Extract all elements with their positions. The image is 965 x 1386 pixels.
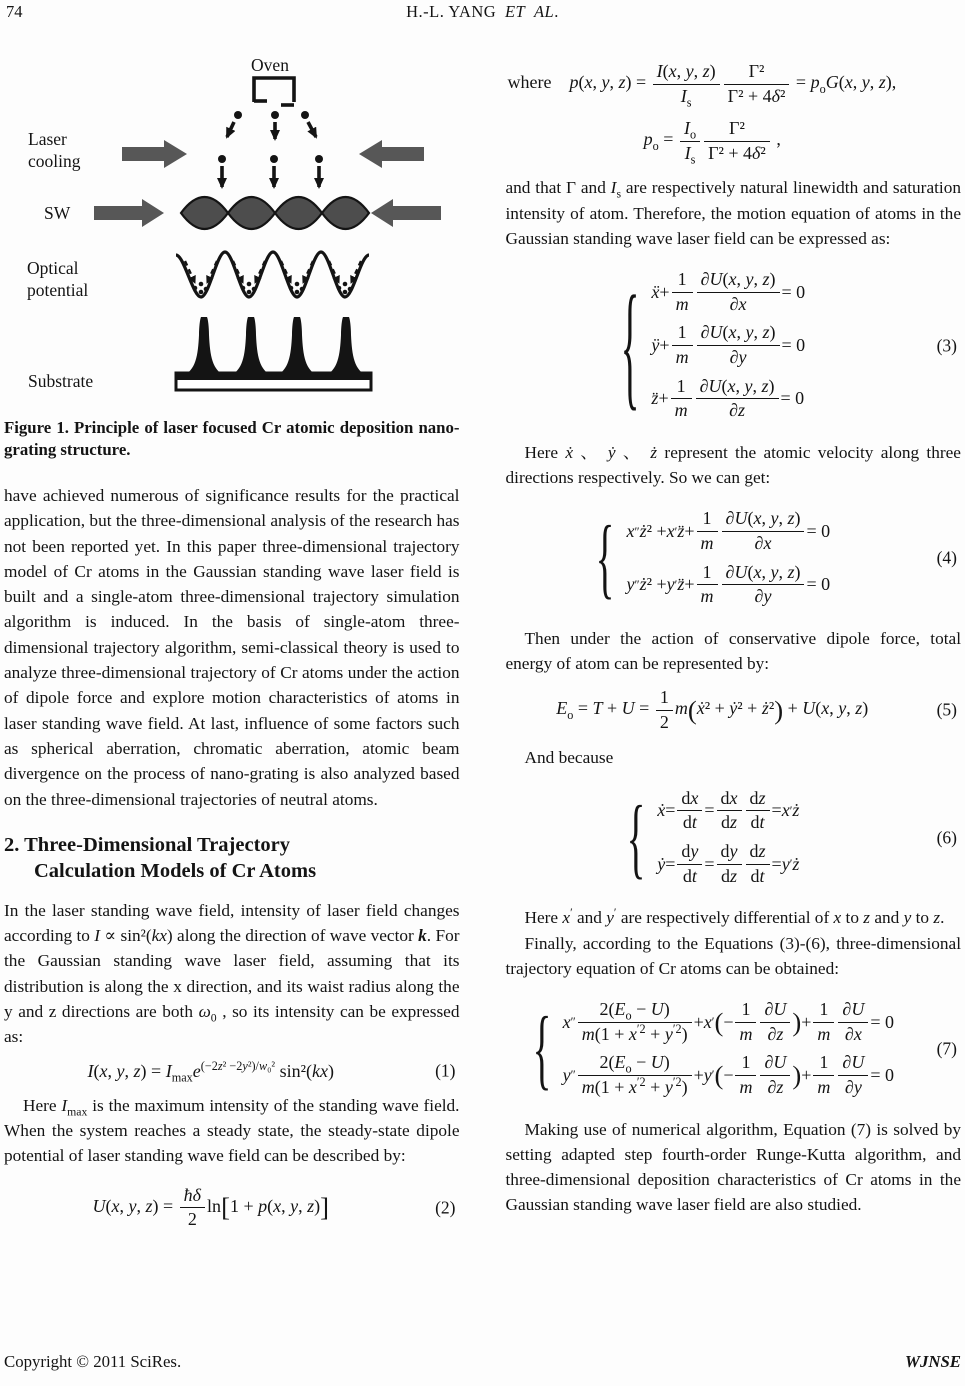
laser-cooling-arrows (122, 140, 424, 168)
equation-4-number: (4) (936, 547, 957, 568)
paragraph-dipole-force: Then under the action of conservative dipole force, total energy of atom can be represented by: (505, 628, 961, 674)
section-heading-2 (4, 832, 460, 884)
equation-6 (506, 781, 962, 894)
figure-caption: Figure 1. Principle of laser focused Cr atomic deposition nano-grating structure. (4, 418, 460, 459)
figure-1 (4, 55, 460, 461)
equation-2-body: U(x, y, z) = $\frac{ħ\delta}{2}$ ln[1 + p(x, y, z)] (92, 1184, 329, 1230)
paragraph-linewidth: and that Γ and $I_s$ are respectively natural linewidth and saturation intensity of atom. Therefore, the motion equation of atoms in the Gaussian standing wave laser field can be expressed as: (505, 178, 961, 248)
two-column-body (4, 55, 961, 1242)
substrate-structure (176, 317, 371, 390)
atom-beam (218, 111, 323, 187)
equation-1-body: I(x, y, $z) = I_{max}e^{(-2z^2 -2y^2)/w_0^2}$ sin²(kx) (87, 1058, 334, 1085)
paragraph-finally: Finally, according to the Equations (3)-(6), three-dimensional trajectory equation of Cr atoms can be obtained: (505, 933, 961, 978)
equation-7-number: (7) (936, 1038, 957, 1059)
equation-5-body: $E_o = T + U$ = $\frac{1}{2}$ m(ẋ² + ẏ² + ż²) + U(x, y, z) (556, 687, 869, 732)
laser-cooling-label-line2: cooling (28, 151, 81, 171)
right-column (506, 55, 962, 1242)
paragraph-and-because: And because (524, 747, 614, 767)
figure-1-diagram (4, 55, 458, 400)
system-brace: { (620, 266, 640, 422)
paragraph-runge-kutta: Making use of numerical algorithm, Equation (7) is solved by setting adapted step fourth-order Runge-Kutta algorithm, and three-dimensional deposition characteristics of Cr atoms in the Gaussian standing wave laser field are also studied. (505, 1119, 961, 1215)
equation-3-row3: z̈ + $\frac{1}{m}$ $\frac{\partial U(x, y, z)}{\partial z}$ = 0 (651, 375, 805, 421)
equation-3-number: (3) (936, 335, 957, 356)
equation-5-number: (5) (936, 699, 957, 720)
paragraph-velocity: Here ẋ 、 ẏ 、 ż represent the atomic velocity along three directions respectively. So we can get: (505, 442, 961, 488)
system-brace: { (626, 786, 646, 887)
journal-abbreviation: WJNSE (905, 1352, 961, 1371)
equation-6-row2: ẏ = $\frac{dy}{dt}$ = $\frac{dy}{dz}$ $\frac{dz}{dt}$ = y ′ ż (657, 841, 800, 886)
left-column (4, 55, 460, 1242)
laser-cooling-label-line1: Laser (28, 129, 67, 149)
copyright-notice: Copyright © 2011 SciRes. (4, 1352, 182, 1371)
equation-2-number: (2) (435, 1197, 456, 1218)
paragraph-imax: Here $I_{max}$ is the maximum intensity of the standing wave field. When the system reaches a steady state, the steady-state dipole potential of laser standing wave field can be described by: (4, 1095, 460, 1166)
section-heading-line1: 2. Three-Dimensional Trajectory (4, 833, 291, 856)
equation-3-system (619, 262, 805, 429)
equation-where (506, 61, 962, 110)
equation-3-row1: ẍ + $\frac{1}{m}$ $\frac{\partial U(x, y, z)}{\partial x}$ = 0 (651, 269, 806, 314)
equation-5 (506, 687, 962, 733)
equation-7-system (531, 992, 894, 1105)
oven-box (254, 78, 294, 105)
equation-4-system (594, 501, 830, 614)
section-heading-line2: Calculation Models of Cr Atoms (34, 859, 317, 882)
equation-po (506, 118, 962, 167)
equation-7-row2: y ″ $\frac{2(E_o - U)}{m(1 + x^{'2} + y^{'2})}$ + y ′ ( − $\frac{1}{m}$ $\frac{\partial U}{\partial z}$ ) + $\frac{1}{m}$ $\frac{\partial U}{\partial y}$ = 0 (562, 1052, 894, 1097)
equation-3 (506, 262, 962, 429)
equation-1 (4, 1058, 460, 1085)
equation-where-body: where p(x, y, z) = $\frac{I(x, y, z)}{I_s}$ $\frac{\text{Γ²}}{\text{Γ² + 4δ²}}$ = $p_oG(x$, y, z), (507, 61, 897, 110)
optical-potential-label-line2: potential (27, 280, 89, 300)
paragraph-standing-wave-field: In the laser standing wave field, intensity of laser field changes according to I ∝ sin²(kx) along the direction of wave vector k. For the Gaussian standing wave laser field, assuming that its distribution is along the x direction, and its waist radius along the y and z directions are both $\omega_0$ , so its intensity can be expressed as: (4, 900, 460, 1047)
system-brace: { (596, 507, 615, 607)
sw-label: SW (44, 203, 71, 223)
trapped-atoms-dots (193, 282, 353, 295)
equation-po-body: $p_o$ = $\frac{I_o}{I_s}$ $\frac{\text{Γ²}}{\text{Γ² + 4δ²}}$ , (643, 118, 781, 167)
paragraph-differentials: Here x′ and y′ are respectively differential of x to z and y to z. (524, 906, 945, 928)
page-footer (4, 1352, 961, 1372)
equation-4-row2: y ″ ż ² + y ′ z̈ + $\frac{1}{m}$ $\frac{\partial U(x, y, z)}{\partial y}$ = 0 (626, 561, 831, 607)
page-number: 74 (6, 2, 23, 21)
equation-7-row1: x ″ $\frac{2(E_o - U)}{m(1 + x^{'2} + y^{'2})}$ + x ′ ( − $\frac{1}{m}$ $\frac{\partial U}{\partial z}$ ) + $\frac{1}{m}$ $\frac{\partial U}{\partial x}$ = 0 (562, 999, 894, 1044)
equation-2 (4, 1185, 460, 1231)
paragraph-intro-continuation: have achieved numerous of significance results for the practical application, but the three-dimensional analysis of the research has not been reported yet. In this paper three-dimensional trajectory model of Cr atoms in the Gaussian standing wave laser field is built and a single-atom three-dimensional trajectory simulation algorithm is induced. In the basis of single-atom three-dimensional trajectory algorithm, semi-classical theory is used to analyze three-dimensional trajectory of Cr atoms under the action of dipole force and explore motion characteristics of atoms in laser standing wave field. At last, influence of some factors such as spherical aberration, chromatic aberration, atomic beam divergence on the process of nano-grating is also analyzed based on the three-dimensional trajectories of neutral atoms. (4, 486, 460, 809)
equation-3-row2: ÿ + $\frac{1}{m}$ $\frac{\partial U(x, y, z)}{\partial y}$ = 0 (651, 322, 806, 368)
equation-6-row1: ẋ = $\frac{dx}{dt}$ = $\frac{dx}{dz}$ $\frac{dz}{dt}$ = x ′ ż (657, 787, 800, 833)
equation-4-row1: x ″ ż ² + x ′ z̈ + $\frac{1}{m}$ $\frac{\partial U(x, y, z)}{\partial x}$ = 0 (626, 508, 831, 554)
equation-6-system (625, 781, 799, 894)
page-header (0, 2, 965, 24)
running-title: H.-L. YANG ET AL. (406, 2, 559, 21)
equation-7 (506, 992, 962, 1105)
standing-wave (181, 197, 369, 229)
substrate-label: Substrate (28, 371, 94, 391)
oven-label: Oven (251, 55, 289, 75)
equation-6-number: (6) (936, 827, 957, 848)
system-brace: { (532, 998, 551, 1098)
equation-1-number: (1) (435, 1060, 456, 1081)
equation-4 (506, 501, 962, 614)
optical-potential-label-line1: Optical (27, 258, 79, 278)
